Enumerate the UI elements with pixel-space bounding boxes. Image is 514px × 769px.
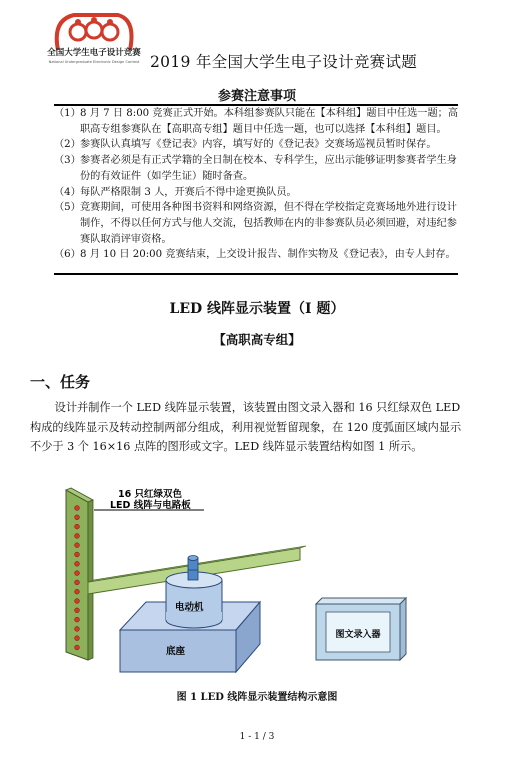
led-dot: [75, 608, 80, 613]
notice-number: （1）: [54, 108, 81, 119]
notice-number: （3）: [54, 155, 81, 167]
notice-text: 参赛队认真填写《登记表》内容，填写好的《登记表》交赛场巡视员暂时保存。: [80, 139, 437, 151]
notice-item: [54, 247, 464, 263]
led-dot: [75, 534, 80, 539]
problem-title: LED 线阵显示装置（I 题）: [169, 301, 345, 317]
notice-text: 参赛者必须是有正式学籍的全日制在校本、专科学生，应出示能够证明参赛者学生身份的有效证件（如学生证）随时备查。: [80, 155, 457, 182]
input-device-top: [316, 598, 406, 604]
notice-text: 每队严格限制 3 人，开赛后不得中途更换队员。: [80, 186, 297, 198]
group-title: 【高职高专组】: [213, 332, 301, 347]
led-dot: [75, 552, 80, 557]
notice-item: [54, 200, 464, 247]
notice-item: [54, 106, 464, 137]
notice-number: （6）: [54, 249, 81, 261]
led-dot: [75, 506, 80, 511]
input-device-label: 图文录入器: [335, 630, 381, 640]
notice-title: 参赛注意事项: [217, 89, 296, 104]
led-dot: [75, 561, 80, 566]
section-rule: [54, 273, 458, 275]
document-title: 2019 年全国大学生电子设计竞赛试题: [150, 53, 418, 71]
led-dot: [75, 580, 80, 585]
led-dot: [75, 543, 80, 548]
logo-figure-3: [102, 24, 118, 40]
contest-logo: [44, 10, 144, 68]
notice-text: 8 月 7 日 8:00 竞赛正式开始。本科组参赛队只能在【本科组】题目中任选一题；高职高专组参赛队在【高职高专组】题目中任选一题，也可以选择【本科组】题目。: [80, 108, 459, 135]
led-dot: [75, 524, 80, 529]
motor-label: 电动机: [175, 602, 204, 613]
task-heading: 一、任务: [30, 373, 91, 391]
logo-figure-2: [86, 22, 102, 38]
motor-shaft: [188, 558, 198, 580]
notice-item: [54, 153, 464, 184]
notice-number: （5）: [54, 202, 81, 214]
led-dot: [75, 589, 80, 594]
notice-text: 8 月 10 日 20:00 竞赛结束，上交设计报告、制作实物及《登记表》，由专人封存。: [80, 249, 456, 261]
logo-text-cn: 全国大学生电子设计竞赛: [47, 48, 141, 58]
led-dot: [75, 571, 80, 576]
figure-caption: 图 1 LED 线阵显示装置结构示意图: [176, 692, 338, 703]
led-label-line2: LED 线阵与电路板: [110, 500, 191, 511]
logo-figure-1: [70, 24, 86, 40]
led-dot: [75, 599, 80, 604]
led-dot: [75, 636, 80, 641]
page-number: 1 - 1 / 3: [239, 732, 275, 742]
task-paragraph: 设计并制作一个 LED 线阵显示装置，该装置由图文录入器和 16 只红绿双色 LED 构成的线阵显示及转动控制两部分组成，利用视觉暂留现象，在 120 度弧面区域内显示不少于 3 个 16×16 点阵的图形或文字。LED 线阵显示装置结构如图 1 所示。: [30, 401, 462, 453]
notice-list: [54, 106, 464, 263]
notice-item: [54, 185, 464, 201]
notice-text: 竞赛期间，可使用各种图书资料和网络资源，但不得在学校指定竞赛场地外进行设计制作，不得以任何方式与他人交流，包括教师在内的非参赛队员必须回避，对违纪参赛队取消评审资格。: [80, 202, 457, 245]
input-device-side: [400, 598, 406, 660]
led-dot: [75, 617, 80, 622]
led-dot: [75, 627, 80, 632]
led-dot: [75, 645, 80, 650]
led-dot: [75, 515, 80, 520]
structure-diagram: [54, 484, 474, 684]
logo-text-en: National Undergraduate Electronic Design Contest: [48, 60, 140, 64]
notice-number: （4）: [54, 186, 81, 198]
led-label-line1: 16 只红绿双色: [118, 489, 183, 500]
notice-item: [54, 137, 464, 153]
base-label: 底座: [166, 646, 186, 657]
notice-number: （2）: [54, 139, 81, 151]
